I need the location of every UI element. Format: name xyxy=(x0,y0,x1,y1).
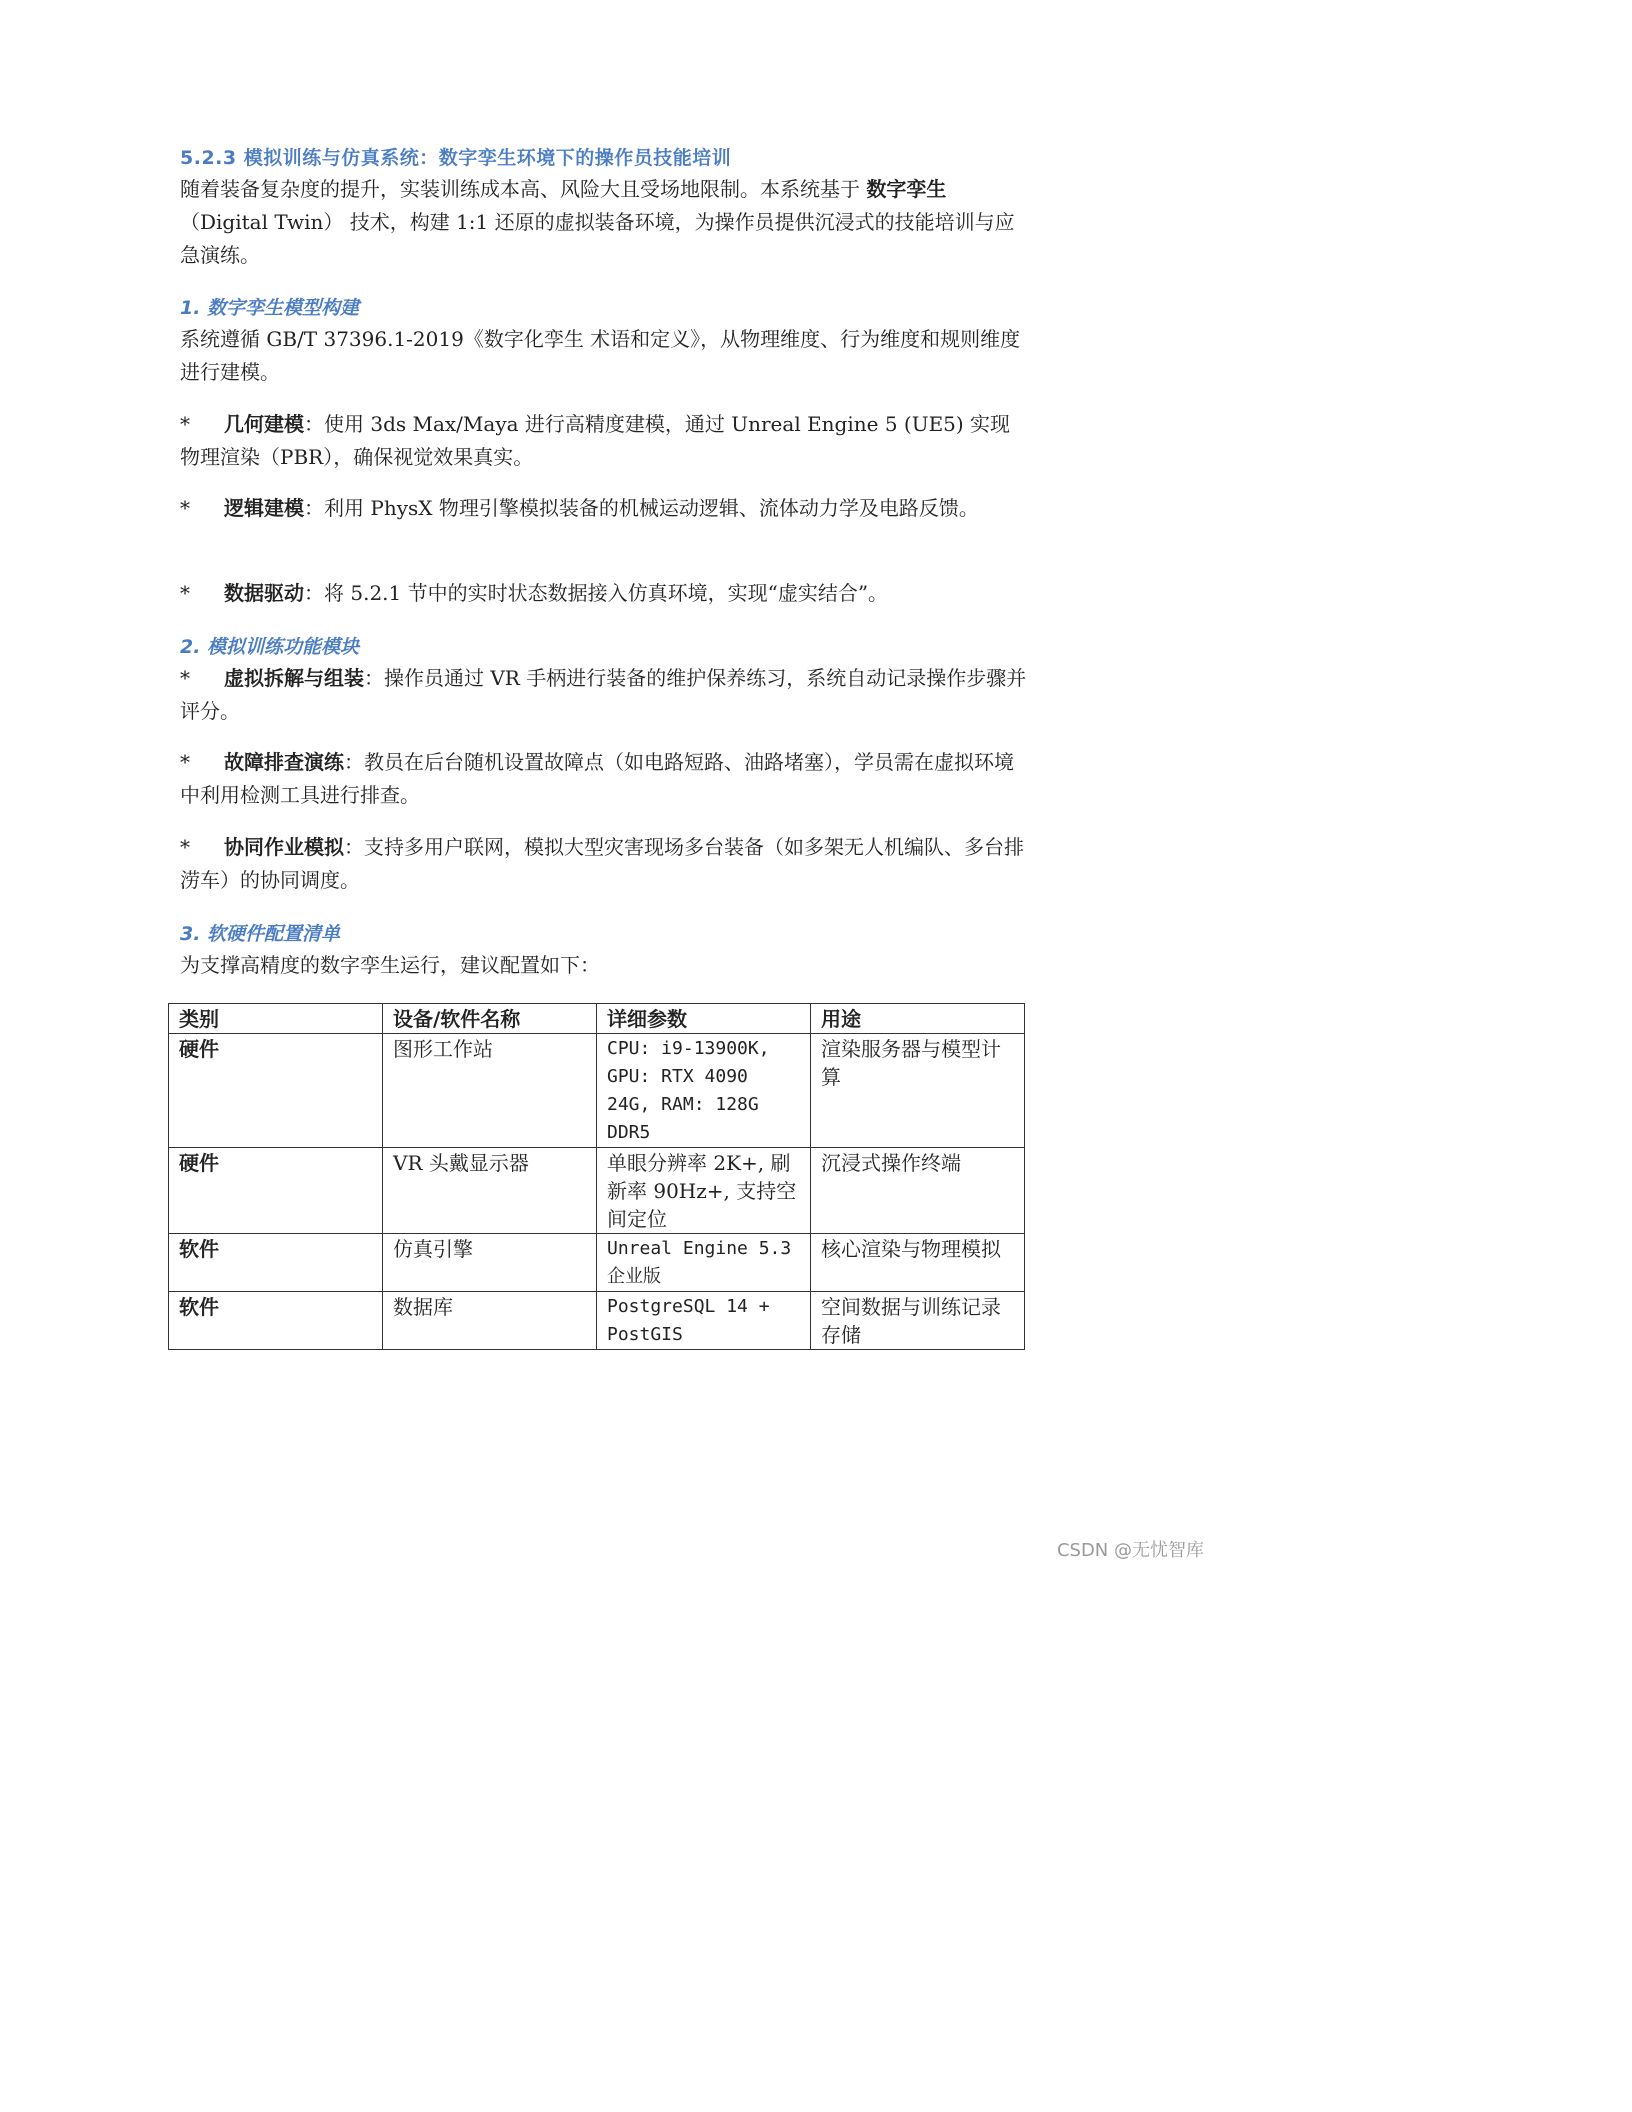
intro-paragraph xyxy=(180,173,1030,272)
watermark: CSDN @无忧智库 xyxy=(1056,1540,1204,1561)
subheading-3: 3. 软硬件配置清单 xyxy=(180,923,341,945)
intro-bold-term: 数字孪生 xyxy=(866,177,947,201)
bullet-label: 数据驱动 xyxy=(224,581,304,605)
bullet-text: ：将 5.2.1 节中的实时状态数据接入仿真环境，实现“虚实结合”。 xyxy=(304,581,889,605)
table-header-row xyxy=(169,1004,1025,1034)
bullet-text: ：操作员通过 VR 手柄进行装备的维护保养练习，系统自动记录操作步骤并评分。 xyxy=(180,666,1027,723)
bullet-star: * xyxy=(180,581,190,605)
config-table xyxy=(168,1003,1025,1350)
bullet-text: ：利用 PhysX 物理引擎模拟装备的机械运动逻辑、流体动力学及电路反馈。 xyxy=(304,496,979,520)
bullet-text: ：支持多用户联网，模拟大型灾害现场多台装备（如多架无人机编队、多台排涝车）的协同调度。 xyxy=(180,835,1024,892)
bullet-text: ：使用 3ds Max/Maya 进行高精度建模，通过 Unreal Engine 5 (UE5) 实现物理渲染（PBR），确保视觉效果真实。 xyxy=(180,412,1011,469)
subheading-1: 1. 数字孪生模型构建 xyxy=(180,297,360,319)
table-row xyxy=(169,1034,1025,1148)
cell-name: 仿真引擎 xyxy=(383,1234,597,1292)
bullet-cooperative-sim xyxy=(180,831,1030,897)
subheading-2: 2. 模拟训练功能模块 xyxy=(180,636,360,658)
cell-name: 图形工作站 xyxy=(383,1034,597,1148)
cell-category: 硬件 xyxy=(169,1034,383,1148)
cell-use: 空间数据与训练记录存储 xyxy=(811,1292,1025,1350)
table-row xyxy=(169,1292,1025,1350)
header-params: 详细参数 xyxy=(597,1004,811,1034)
cell-params: 单眼分辨率 2K+, 刷新率 90Hz+, 支持空间定位 xyxy=(597,1148,811,1234)
intro-text-1: 随着装备复杂度的提升，实装训练成本高、风险大且受场地限制。本系统基于 xyxy=(180,177,867,201)
bullet-geometry-modeling xyxy=(180,408,1030,474)
cell-params: PostgreSQL 14 + PostGIS xyxy=(597,1292,811,1350)
bullet-data-driven xyxy=(180,577,1030,610)
bullet-virtual-assembly xyxy=(180,662,1030,728)
bullet-star: * xyxy=(180,496,190,520)
bullet-logic-modeling xyxy=(180,492,1030,525)
bullet-label: 协同作业模拟 xyxy=(224,835,344,859)
cell-use: 渲染服务器与模型计算 xyxy=(811,1034,1025,1148)
bullet-label: 故障排查演练 xyxy=(224,750,344,774)
cell-name: VR 头戴显示器 xyxy=(383,1148,597,1234)
cell-category: 软件 xyxy=(169,1234,383,1292)
cell-params: Unreal Engine 5.3 企业版 xyxy=(597,1234,811,1292)
bullet-label: 几何建模 xyxy=(224,412,304,436)
sub1-paragraph: 系统遵循 GB/T 37396.1-2019《数字化孪生 术语和定义》，从物理维度、行为维度和规则维度进行建模。 xyxy=(180,327,1021,384)
table-row xyxy=(169,1234,1025,1292)
bullet-star: * xyxy=(180,666,190,690)
cell-use: 核心渲染与物理模拟 xyxy=(811,1234,1025,1292)
cell-category: 硬件 xyxy=(169,1148,383,1234)
section-heading: 5.2.3 模拟训练与仿真系统：数字孪生环境下的操作员技能培训 xyxy=(180,147,732,169)
cell-category: 软件 xyxy=(169,1292,383,1350)
cell-use: 沉浸式操作终端 xyxy=(811,1148,1025,1234)
cell-params: CPU: i9-13900K, GPU: RTX 4090 24G, RAM: 128G DDR5 xyxy=(597,1034,811,1148)
bullet-star: * xyxy=(180,835,190,859)
bullet-label: 逻辑建模 xyxy=(224,496,304,520)
bullet-label: 虚拟拆解与组装 xyxy=(224,666,364,690)
header-use: 用途 xyxy=(811,1004,1025,1034)
header-name: 设备/软件名称 xyxy=(383,1004,597,1034)
sub3-paragraph: 为支撑高精度的数字孪生运行，建议配置如下： xyxy=(180,953,600,977)
bullet-fault-drill xyxy=(180,746,1030,812)
bullet-star: * xyxy=(180,750,190,774)
bullet-star: * xyxy=(180,412,190,436)
intro-text-2: （Digital Twin） 技术，构建 1:1 还原的虚拟装备环境，为操作员提供沉浸式的技能培训与应急演练。 xyxy=(180,210,1015,267)
header-category: 类别 xyxy=(169,1004,383,1034)
bullet-text: ：教员在后台随机设置故障点（如电路短路、油路堵塞），学员需在虚拟环境中利用检测工具进行排查。 xyxy=(180,750,1014,807)
table-row xyxy=(169,1148,1025,1234)
cell-name: 数据库 xyxy=(383,1292,597,1350)
